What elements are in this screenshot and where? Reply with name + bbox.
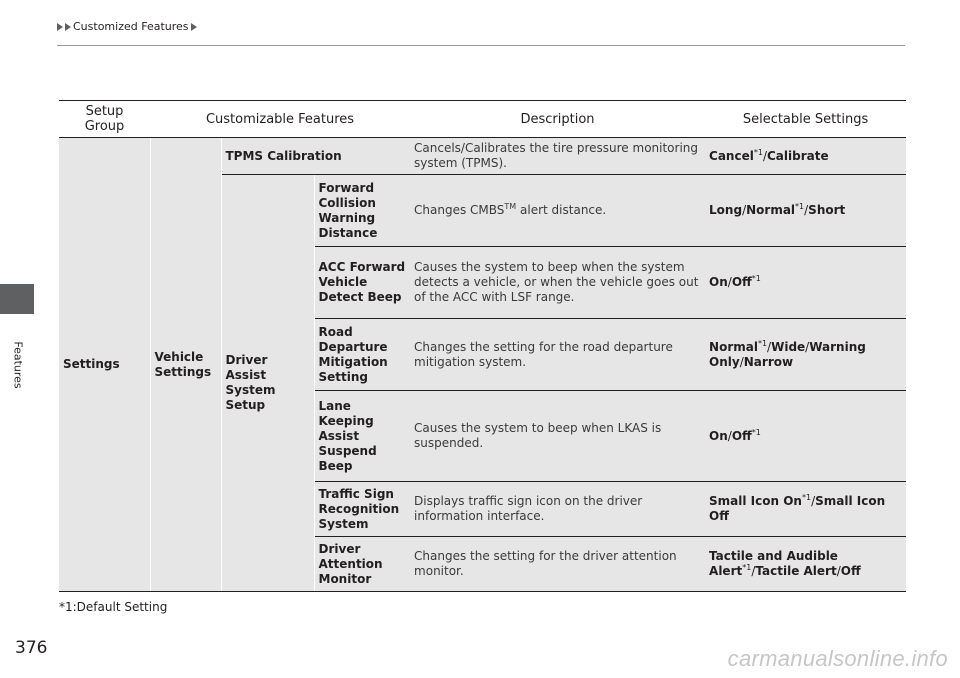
separator: / — [742, 203, 747, 217]
option-small-icon-on: Small Icon On — [709, 494, 802, 508]
option-narrow: Narrow — [743, 354, 794, 369]
feature-tpms-calibration: TPMS Calibration — [221, 138, 410, 175]
header-selectable-settings: Selectable Settings — [705, 101, 906, 138]
description-tpms-calibration: Cancels/Calibrates the tire pressure monitoring system (TPMS). — [410, 138, 705, 175]
feature-lane-keeping-assist-suspend-beep: Lane Keeping Assist Suspend Beep — [314, 391, 410, 482]
separator: / — [727, 275, 732, 289]
separator: / — [727, 428, 732, 443]
option-tactile-alert: Tactile Alert — [755, 564, 837, 578]
settings-tpms-calibration — [705, 138, 906, 175]
option-off: Off — [731, 428, 752, 443]
option-long: Long — [709, 203, 743, 217]
option-on: On — [709, 428, 728, 443]
settings-driver-attention-monitor — [705, 537, 906, 592]
description-text: alert distance. — [516, 203, 607, 217]
footnote-marker: *1 — [801, 493, 812, 502]
separator: / — [739, 354, 744, 369]
section-tab — [0, 284, 34, 314]
header-customizable-features: Customizable Features — [150, 101, 410, 138]
option-small-icon-off: Small Icon Off — [709, 494, 886, 523]
header-description: Description — [410, 101, 705, 138]
description-road-departure-mitigation-setting: Changes the setting for the road departure mitigation system. — [410, 319, 705, 391]
customizable-features-table — [59, 100, 906, 592]
breadcrumb-link[interactable]: Customized Features — [73, 20, 189, 33]
footnote-default-setting: *1:Default Setting — [59, 600, 168, 614]
footnote-marker: *1 — [757, 338, 768, 348]
group-settings: Settings — [59, 138, 150, 592]
description-forward-collision-warning-distance — [410, 175, 705, 247]
description-traffic-sign-recognition-system: Displays traffic sign icon on the driver information interface. — [410, 482, 705, 537]
feature-driver-attention-monitor: Driver Attention Monitor — [314, 537, 410, 592]
option-off: Off — [840, 564, 861, 578]
description-text: Changes CMBS — [414, 203, 505, 217]
separator: / — [836, 564, 841, 578]
settings-traffic-sign-recognition-system — [705, 482, 906, 537]
header-setup-group: Setup Group — [59, 101, 150, 138]
breadcrumb-arrow-icon — [57, 23, 63, 31]
trademark-mark: TM — [504, 202, 517, 211]
watermark: carmanualsonline.info — [727, 646, 948, 671]
option-tactile-and-audible-alert: Tactile and Audible Alert — [709, 549, 838, 578]
option-wide: Wide — [771, 339, 806, 354]
table-header-row — [59, 101, 906, 138]
settings-lane-keeping-assist-suspend-beep — [705, 391, 906, 482]
separator: / — [751, 564, 756, 578]
footnote-marker: *1 — [742, 563, 752, 572]
feature-forward-collision-warning-distance: Forward Collision Warning Distance — [314, 175, 410, 247]
separator: / — [805, 339, 810, 354]
option-cancel: Cancel — [709, 148, 754, 163]
group-driver-assist-system-setup: Driver Assist System Setup — [221, 175, 314, 592]
option-on: On — [709, 275, 728, 289]
footnote-marker: *1 — [751, 427, 761, 437]
section-label: Features — [11, 341, 25, 389]
breadcrumb — [57, 20, 197, 33]
footnote-marker: *1 — [753, 147, 763, 157]
option-normal: Normal — [709, 339, 758, 354]
group-vehicle-settings: Vehicle Settings — [150, 138, 221, 592]
settings-forward-collision-warning-distance — [705, 175, 906, 247]
feature-acc-forward-vehicle-detect-beep: ACC Forward Vehicle Detect Beep — [314, 247, 410, 319]
feature-traffic-sign-recognition-system: Traffic Sign Recognition System — [314, 482, 410, 537]
breadcrumb-arrow-icon — [65, 23, 71, 31]
feature-road-departure-mitigation-setting: Road Departure Mitigation Setting — [314, 319, 410, 391]
option-normal: Normal — [746, 203, 796, 217]
separator: / — [811, 494, 816, 508]
option-warning-only: Warning Only — [709, 339, 866, 369]
footnote-marker: *1 — [751, 274, 761, 283]
settings-road-departure-mitigation-setting — [705, 319, 906, 391]
separator: / — [767, 339, 772, 354]
breadcrumb-arrow-icon — [191, 23, 197, 31]
option-calibrate: Calibrate — [766, 148, 829, 163]
separator: / — [762, 148, 767, 163]
option-off: Off — [731, 275, 752, 289]
separator: / — [804, 203, 809, 217]
settings-acc-forward-vehicle-detect-beep — [705, 247, 906, 319]
header-divider — [57, 45, 905, 46]
description-acc-forward-vehicle-detect-beep: Causes the system to beep when the system detects a vehicle, or when the vehicle goes out of the ACC with LSF range. — [410, 247, 705, 319]
table-row — [59, 138, 906, 175]
description-lane-keeping-assist-suspend-beep: Causes the system to beep when LKAS is suspended. — [410, 391, 705, 482]
page-number: 376 — [15, 638, 48, 658]
footnote-marker: *1 — [795, 202, 805, 211]
description-driver-attention-monitor: Changes the setting for the driver attention monitor. — [410, 537, 705, 592]
option-short: Short — [808, 203, 846, 217]
